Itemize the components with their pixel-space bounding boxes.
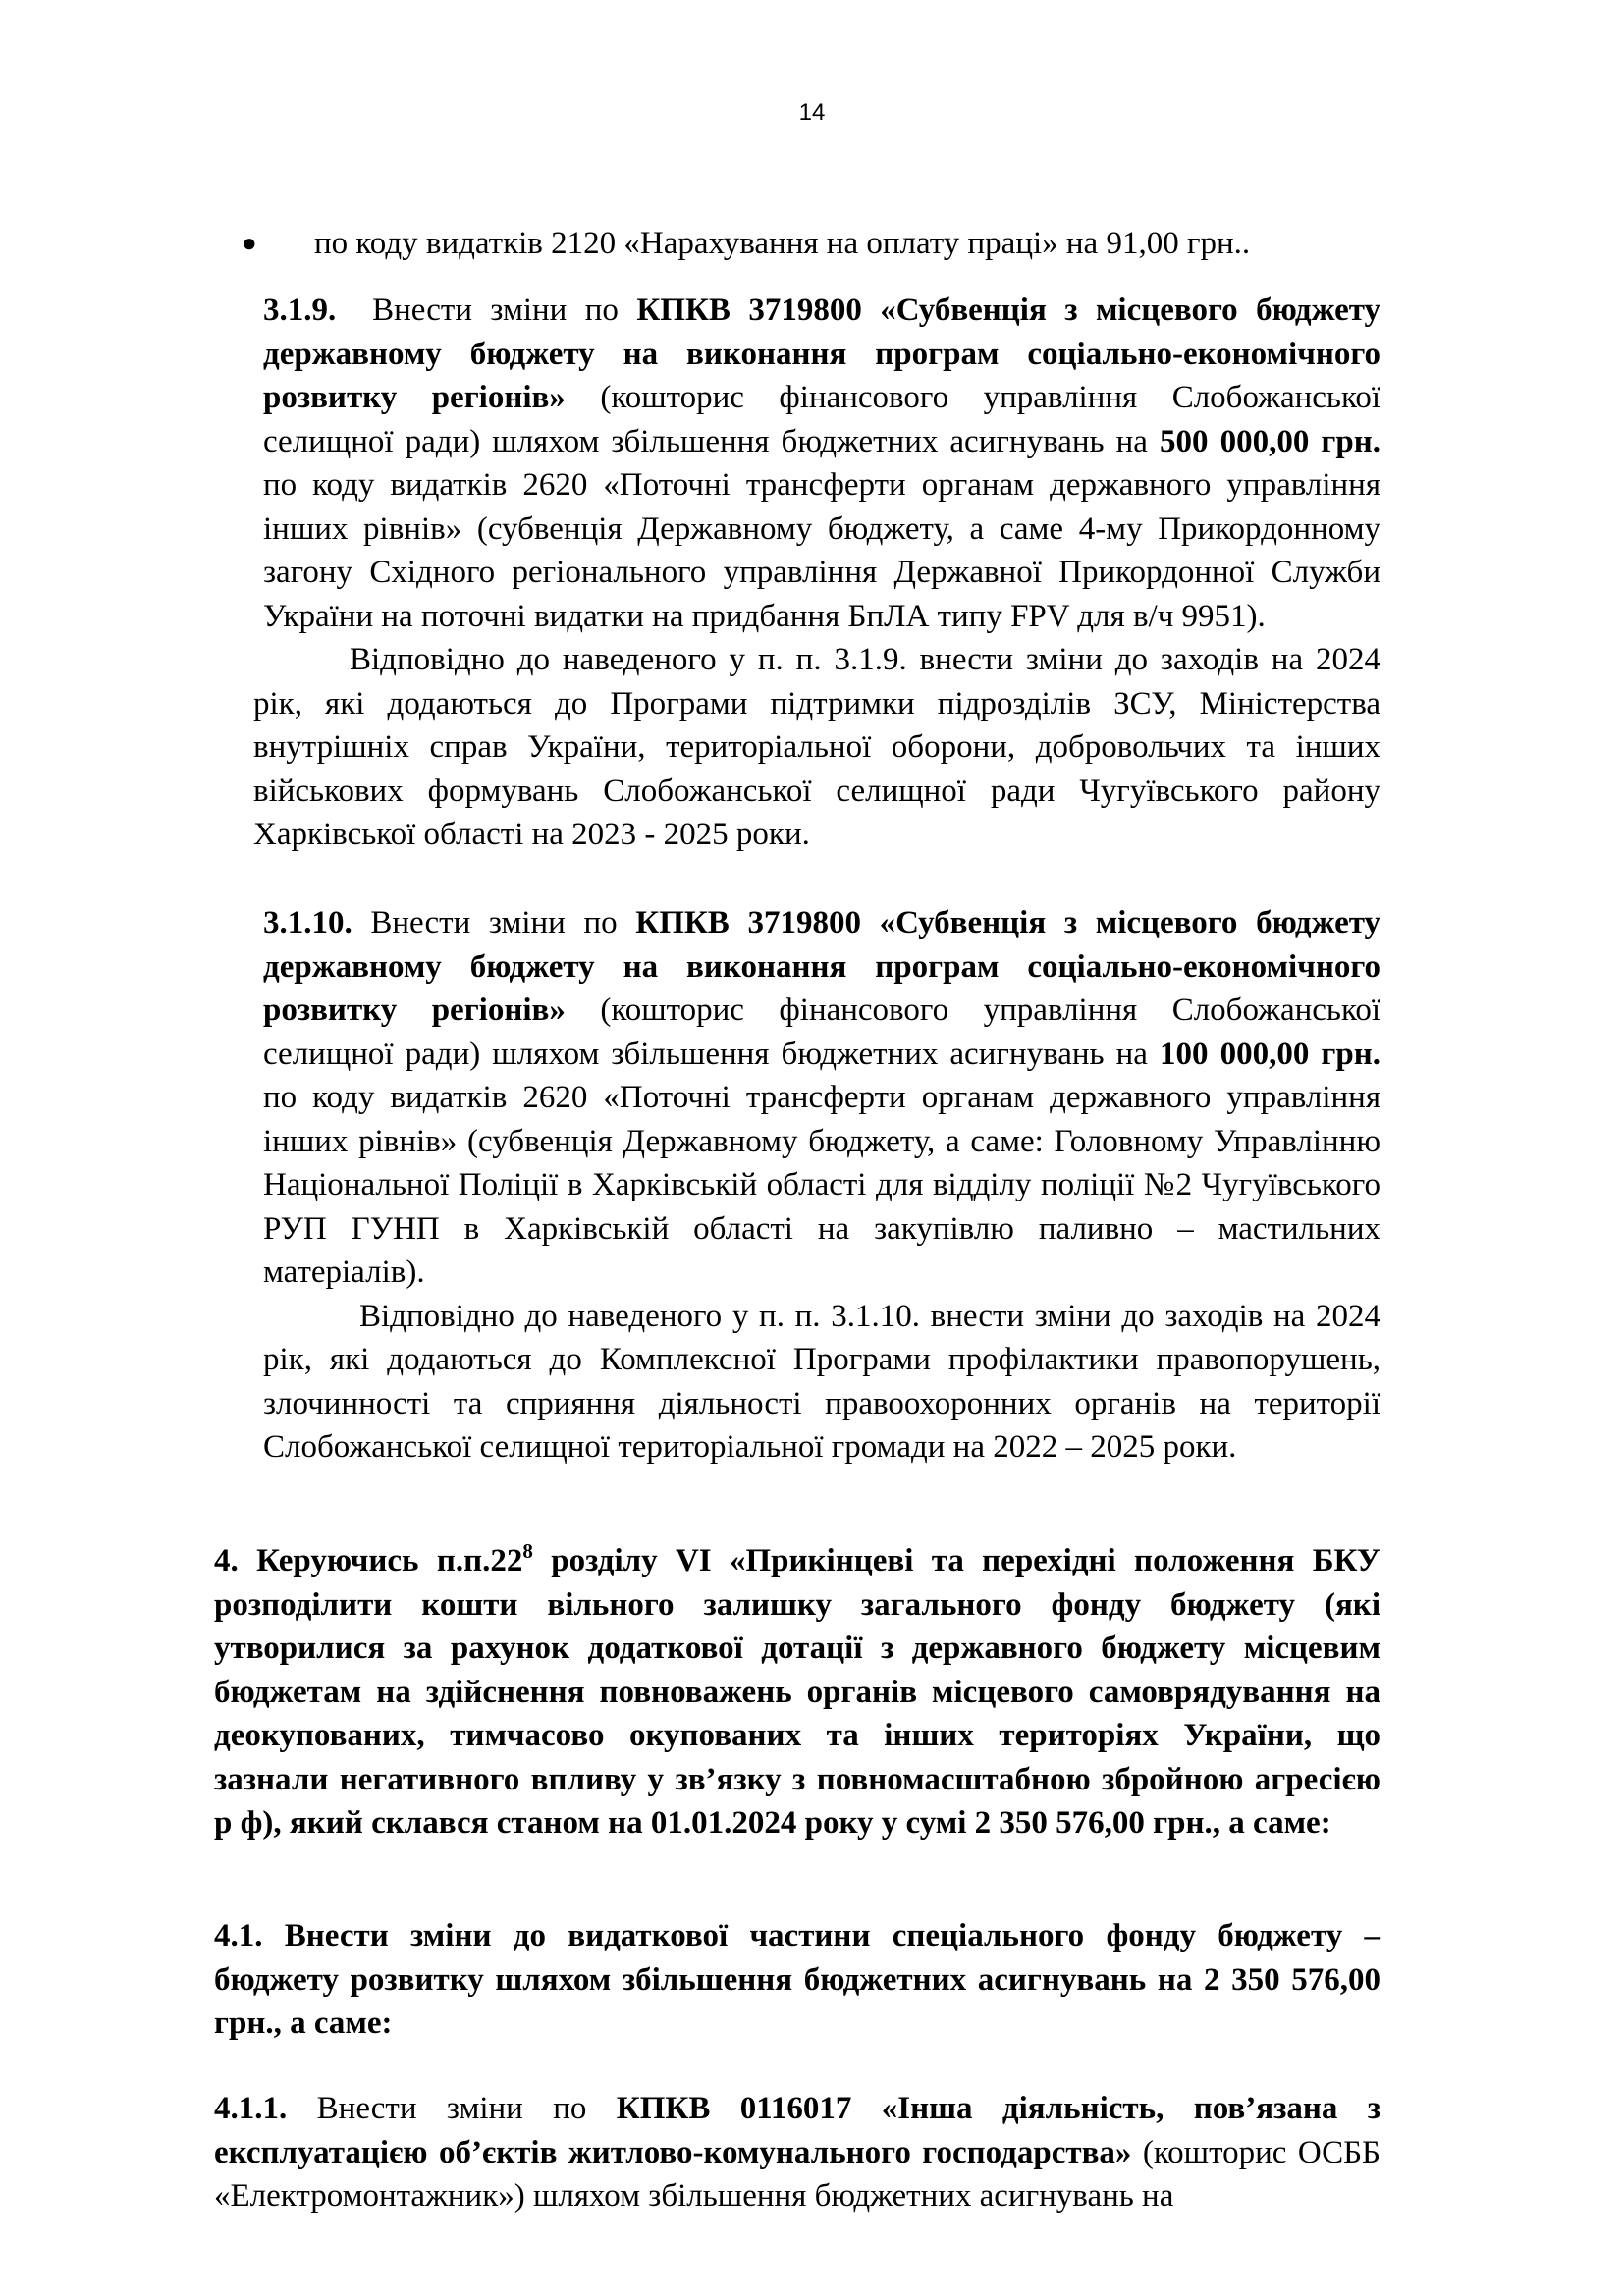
section-3-1-10-paragraph-1: [263, 901, 1380, 1295]
text-run: Внести зміни по: [352, 905, 636, 940]
kpkv-title: КПКВ 3719800 «Субвенція з місцевого бюджету державному бюджету на виконання програм соціально-економічного розвитку регіонів»: [263, 905, 1381, 1028]
section-4-paragraph: [214, 1539, 1380, 1845]
amount: 500 000,00 грн.: [1160, 423, 1380, 459]
section-4-1-1: [214, 2087, 1380, 2218]
text-run: Внести зміни по: [287, 2091, 617, 2126]
text-run: 4. Керуючись п.п.22: [214, 1543, 523, 1578]
section-number: 4.1.1.: [214, 2091, 288, 2126]
section-4-1-paragraph: 4.1. Внести зміни до видаткової частини спеціального фонду бюджету – бюджету розвитку шляхом збільшення бюджетних асигнувань на 2 350 576,00 грн., а саме:: [214, 1918, 1380, 2041]
text-run: (кошторис фінансового управління Слобожанської селищної ради) шляхом збільшення бюджетних асигнувань на: [263, 992, 1380, 1072]
kpkv-title: КПКВ 3719800 «Субвенція з місцевого бюджету державному бюджету на виконання програм соціально-економічного розвитку регіонів»: [263, 293, 1381, 415]
text-run: по коду видатків 2620 «Поточні трансферти органам державного управління інших рівнів» (субвенція Державному бюджету, а саме: Головному Управлінню Національної Поліції в Харківській області для відділу поліції №2 Чугуївського РУП ГУНП в Харківській області на закупівлю паливно – мастильних матеріалів).: [263, 1080, 1380, 1290]
section-3-1-9-paragraph-1: [263, 289, 1380, 638]
section-3-1-10-paragraph-2: Відповідно до наведеного у п. п. 3.1.10. внести зміни до заходів на 2024 рік, які додаються до Комплексної Програми профілактики правопорушень, злочинності та сприяння діяльності правоохоронних органів на території Слобожанської селищної територіальної громади на 2022 – 2025 роки.: [263, 1298, 1380, 1465]
kpkv-title: КПКВ 0116017 «Інша діяльність, пов’язана з експлуатацією об’єктів житлово-комунального господарства»: [214, 2091, 1381, 2170]
section-4-1: [214, 1914, 1380, 2046]
bullet-item-text: по коду видатків 2120 «Нарахування на оплату праці» на 91,00 грн..: [314, 226, 1251, 261]
page-number: 14: [798, 99, 826, 126]
section-3-1-9-paragraph-2-wrap: [253, 638, 1380, 857]
section-3-1-10: [263, 901, 1380, 1469]
text-run: розділу VI «Прикінцеві та перехідні положення БКУ розподілити кошти вільного залишку загального фонду бюджету (які утворилися за рахунок додаткової дотації з державного бюджету місцевим бюджетам на здійснення повноважень органів місцевого самоврядування на деокупованих, тимчасово окупованих та інших територіях України, що зазнали негативного впливу у зв’язку з повномасштабною збройною агресією р ф), який склався станом на 01.01.2024 року у сумі 2 350 576,00 грн., а саме:: [214, 1543, 1380, 1841]
bullet-icon: ●: [242, 229, 257, 257]
section-3-1-9-paragraph-2: Відповідно до наведеного у п. п. 3.1.9. внести зміни до заходів на 2024 рік, які додаються до Програми підтримки підрозділів ЗСУ, Міністерства внутрішніх справ України, територіальної оборони, добровольчих та інших військових формувань Слобожанської селищної ради Чугуївського району Харківської області на 2023 - 2025 роки.: [253, 642, 1380, 852]
text-run: Внести зміни по: [372, 293, 637, 328]
section-number: 3.1.10.: [263, 905, 352, 940]
text-run: (кошторис ОСББ «Електромонтажник») шляхом збільшення бюджетних асигнувань на: [214, 2134, 1380, 2214]
section-4: [214, 1539, 1380, 1845]
section-number: 3.1.9.: [263, 293, 337, 328]
amount: 100 000,00 грн.: [1160, 1036, 1380, 1072]
text-run: по коду видатків 2620 «Поточні трансферти органам державного управління інших рівнів» (субвенція Державному бюджету, а саме 4-му Прикордонному загону Східного регіонального управління Державної Прикордонної Служби України на поточні видатки на придбання БпЛА типу FPV для в/ч 9951).: [263, 467, 1380, 634]
text-run: (кошторис фінансового управління Слобожанської селищної ради) шляхом збільшення бюджетних асигнувань на: [263, 380, 1380, 459]
superscript: 8: [522, 1539, 533, 1563]
section-4-1-1-paragraph: [214, 2087, 1380, 2218]
section-3-1-9: [263, 289, 1380, 638]
